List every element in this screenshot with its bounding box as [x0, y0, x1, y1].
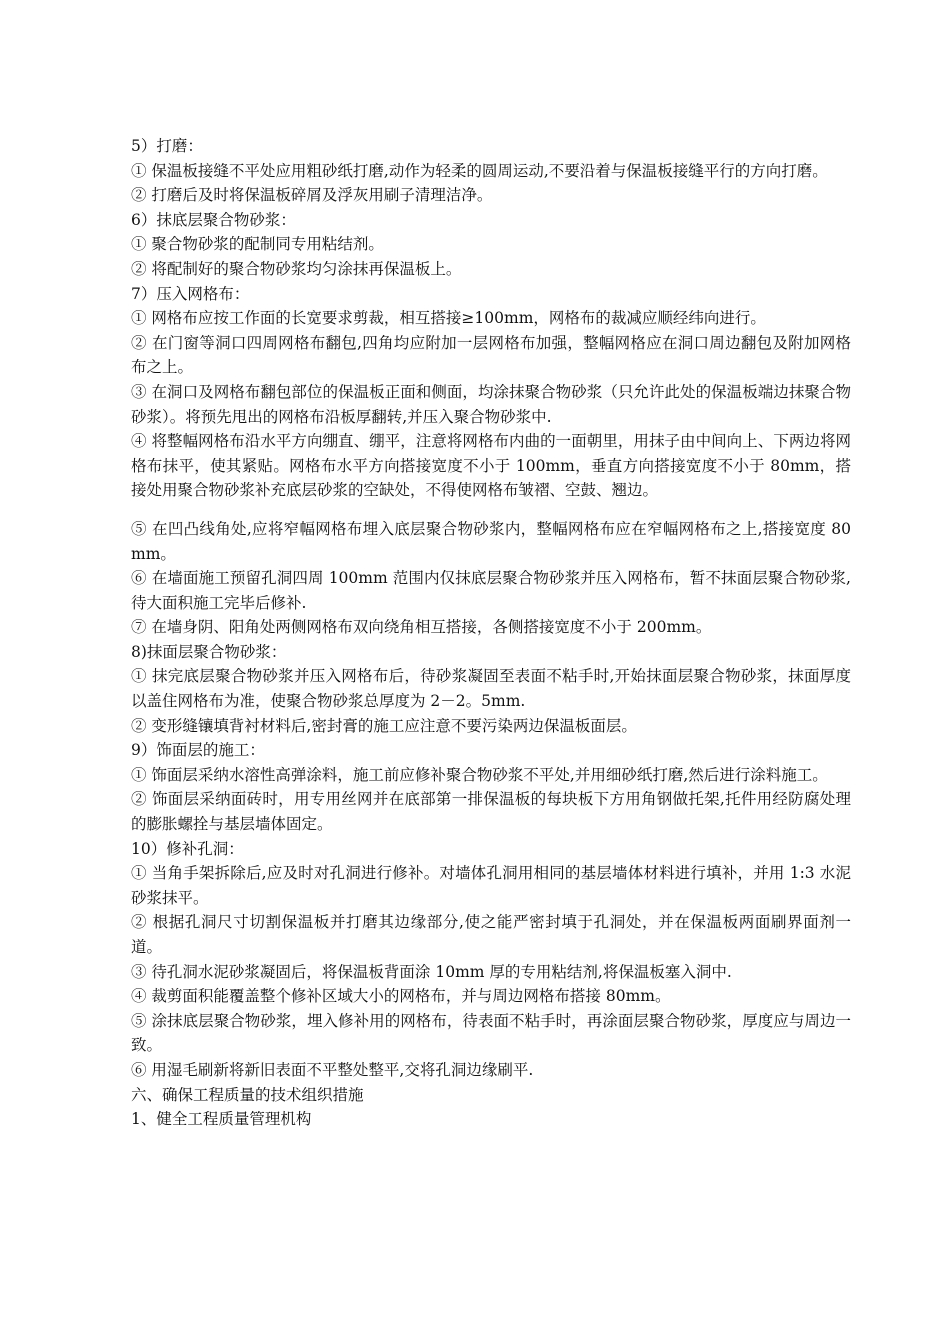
paragraph: ② 在门窗等洞口四周网格布翻包,四角均应附加一层网格布加强，整幅网格应在洞口周边翻包及附加网格布之上。 — [131, 333, 851, 377]
heading-polishing: 5）打磨： — [131, 137, 203, 155]
paragraph: ① 保温板接缝不平处应用粗砂纸打磨,动作为轻柔的圆周运动,不要沿着与保温板接缝平行的方向打磨。 — [131, 161, 828, 180]
paragraph: ⑦ 在墙身阴、阳角处两侧网格布双向绕角相互搭接，各侧搭接宽度不小于 200mm。 — [131, 618, 712, 637]
paragraph: ① 抹完底层聚合物砂浆并压入网格布后，待砂浆凝固至表面不粘手时,开始抹面层聚合物砂浆，抹面厚度以盖住网格布为准，使聚合物砂浆总厚度为 2－2。5mm. — [131, 667, 851, 711]
paragraph: ⑤ 涂抹底层聚合物砂浆，埋入修补用的网格布，待表面不粘手时，再涂面层聚合物砂浆，厚度应与周边一致。 — [131, 1011, 851, 1055]
paragraph: ② 变形缝镶填背衬材料后,密封膏的施工应注意不要污染两边保温板面层。 — [131, 716, 637, 735]
paragraph: ① 聚合物砂浆的配制同专用粘结剂。 — [131, 235, 384, 254]
paragraph: ② 将配制好的聚合物砂浆均匀涂抹再保温板上。 — [131, 259, 462, 278]
paragraph: ⑤ 在凹凸线角处,应将窄幅网格布埋入底层聚合物砂浆内，整幅网格布应在窄幅网格布之上,搭接宽度 80mm。 — [131, 519, 851, 563]
heading-finish: 9）饰面层的施工： — [131, 741, 265, 760]
paragraph: ① 网格布应按工作面的长宽要求剪裁，相互搭接≥100mm，网格布的裁减应顺经纬向进行。 — [131, 309, 766, 328]
paragraph: ⑥ 在墙面施工预留孔洞四周 100mm 范围内仅抹底层聚合物砂浆并压入网格布，暂不抹面层聚合物砂浆,待大面积施工完毕后修补. — [131, 569, 851, 612]
paragraph: ③ 待孔洞水泥砂浆凝固后，将保温板背面涂 10mm 厚的专用粘结剂,将保温板塞入洞中. — [131, 962, 732, 981]
heading-mesh: 7）压入网格布： — [131, 284, 250, 303]
paragraph: ④ 裁剪面积能覆盖整个修补区域大小的网格布，并与周边网格布搭接 80mm。 — [131, 987, 671, 1006]
paragraph: ② 根据孔洞尺寸切割保温板并打磨其边缘部分,使之能严密封填于孔洞处，并在保温板两面刷界面剂一道。 — [131, 913, 851, 956]
paragraph: ① 饰面层采纳水溶性高弹涂料，施工前应修补聚合物砂浆不平处,并用细砂纸打磨,然后进行涂料施工。 — [131, 765, 828, 784]
paragraph: ② 饰面层采纳面砖时，用专用丝网并在底部第一排保温板的每块板下方用角钢做托架,托件用经防腐处理的膨胀螺拴与基层墙体固定。 — [131, 790, 851, 834]
paragraph: ② 打磨后及时将保温板碎屑及浮灰用刷子清理洁净。 — [131, 186, 493, 205]
paragraph: ③ 在洞口及网格布翻包部位的保温板正面和侧面，均涂抹聚合物砂浆（只允许此处的保温板端边抹聚合物砂浆）。将预先甩出的网格布沿板厚翻转,并压入聚合物砂浆中. — [131, 382, 851, 426]
paragraph-gap — [131, 503, 851, 517]
heading-base-mortar: 6）抹底层聚合物砂浆： — [131, 210, 296, 229]
section-heading: 六、确保工程质量的技术组织措施 — [131, 1085, 364, 1104]
document-body — [131, 134, 851, 1132]
heading-surface-mortar: 8)抹面层聚合物砂浆： — [131, 642, 287, 661]
paragraph: ④ 将整幅网格布沿水平方向绷直、绷平，注意将网格布内曲的一面朝里，用抹子由中间向上、下两边将网格布抹平，使其紧贴。网格布水平方向搭接宽度不小于 100mm，垂直方向搭接宽度不小于 80mm，搭接处用聚合物砂浆补充底层砂浆的空缺处，不得使网格布皱褶、空鼓、翘边。 — [131, 432, 851, 500]
subsection-heading: 1、健全工程质量管理机构 — [131, 1110, 312, 1129]
heading-repair: 10）修补孔洞： — [131, 839, 244, 858]
paragraph: ⑥ 用湿毛刷新将新旧表面不平整处整平,交将孔洞边缘刷平. — [131, 1060, 534, 1079]
paragraph: ① 当角手架拆除后,应及时对孔洞进行修补。对墙体孔洞用相同的基层墙体材料进行填补，并用 1:3 水泥砂浆抹平。 — [131, 864, 851, 907]
